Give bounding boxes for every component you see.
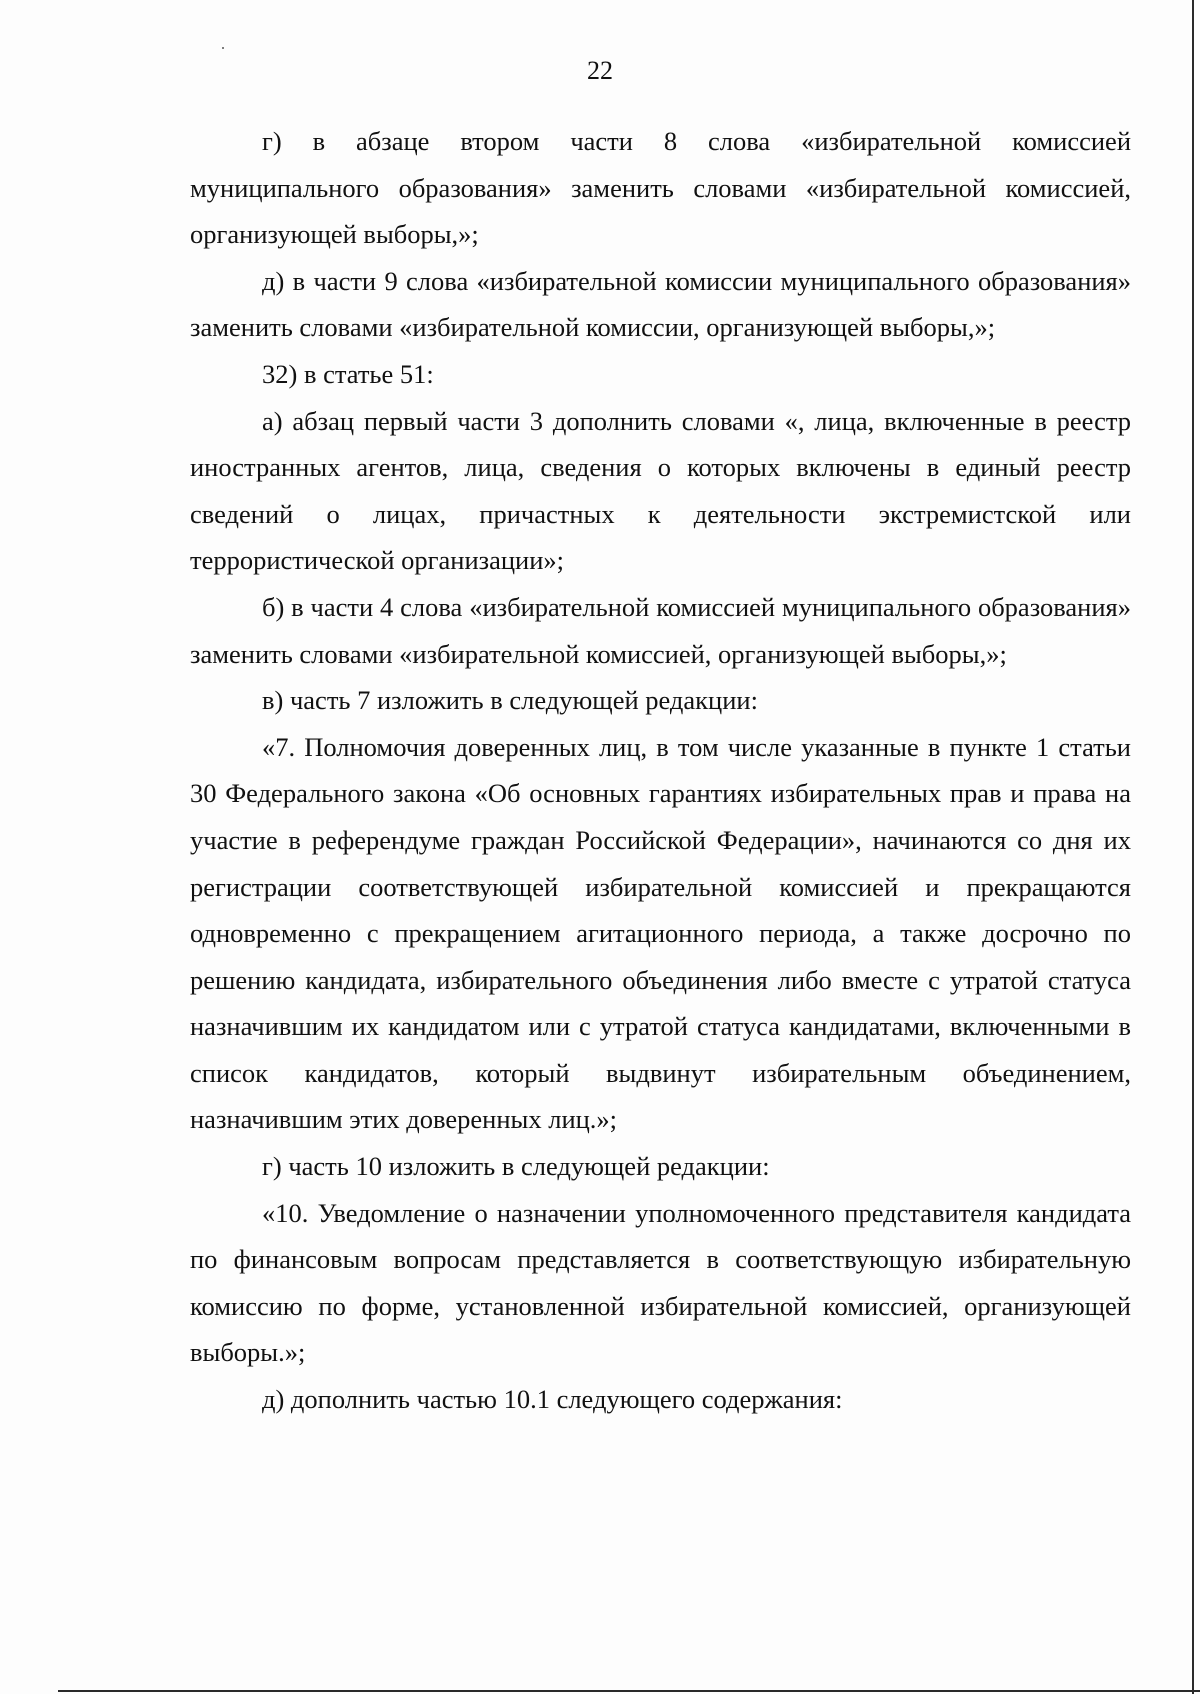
- scan-edge-right: [1192, 0, 1194, 1694]
- paragraph-d-part-10-1: д) дополнить частью 10.1 следующего содержания:: [262, 1384, 843, 1415]
- paragraph-v-part-7: в) часть 7 изложить в следующей редакции:: [262, 685, 758, 716]
- paragraph-b-part-4: б) в части 4 слова «избирательной комиссией муниципального образования» заменить словами «избирательной комиссией, организующей выборы,»;: [190, 591, 1131, 669]
- page-number: 22: [587, 56, 613, 85]
- paragraph-d-part-9: д) в части 9 слова «избирательной комиссии муниципального образования» заменить словами «избирательной комиссии, организующей выборы,»;: [190, 265, 1131, 343]
- paragraph-item-32: 32) в статье 51:: [262, 358, 434, 389]
- paragraph-a-part-3: а) абзац первый части 3 дополнить словами «, лица, включенные в реестр иностранных агентов, лица, сведения о которых включены в единый реестр сведений о лицах, причастных к деятельности экстремистской или террористической организации»;: [190, 405, 1131, 576]
- paragraph-g-part-10: г) часть 10 изложить в следующей редакции:: [262, 1151, 770, 1182]
- scan-edge-bottom: [58, 1690, 1200, 1692]
- document-body: [190, 118, 1131, 1423]
- paragraph-quote-7: «7. Полномочия доверенных лиц, в том числе указанные в пункте 1 статьи 30 Федерального закона «Об основных гарантиях избирательных прав и права на участие в референдуме граждан Российской Федерации», начинаются со дня их регистрации соответствующей избирательной комиссией и прекращаются одновременно с прекращением агитационного периода, а также досрочно по решению кандидата, избирательного объединения либо вместе с утратой статуса назначившим их кандидатом или с утратой статуса кандидатами, включенными в список кандидатов, который выдвинут избирательным объединением, назначившим этих доверенных лиц.»;: [190, 731, 1131, 1135]
- paragraph-g-part-8: г) в абзаце втором части 8 слова «избирательной комиссией муниципального образования» заменить словами «избирательной комиссией, организующей выборы,»;: [190, 126, 1131, 250]
- scan-speck: [222, 47, 224, 49]
- paragraph-quote-10: «10. Уведомление о назначении уполномоченного представителя кандидата по финансовым вопросам представляется в соответствующую избирательную комиссию по форме, установленной избирательной комиссией, организующей выборы.»;: [190, 1197, 1131, 1368]
